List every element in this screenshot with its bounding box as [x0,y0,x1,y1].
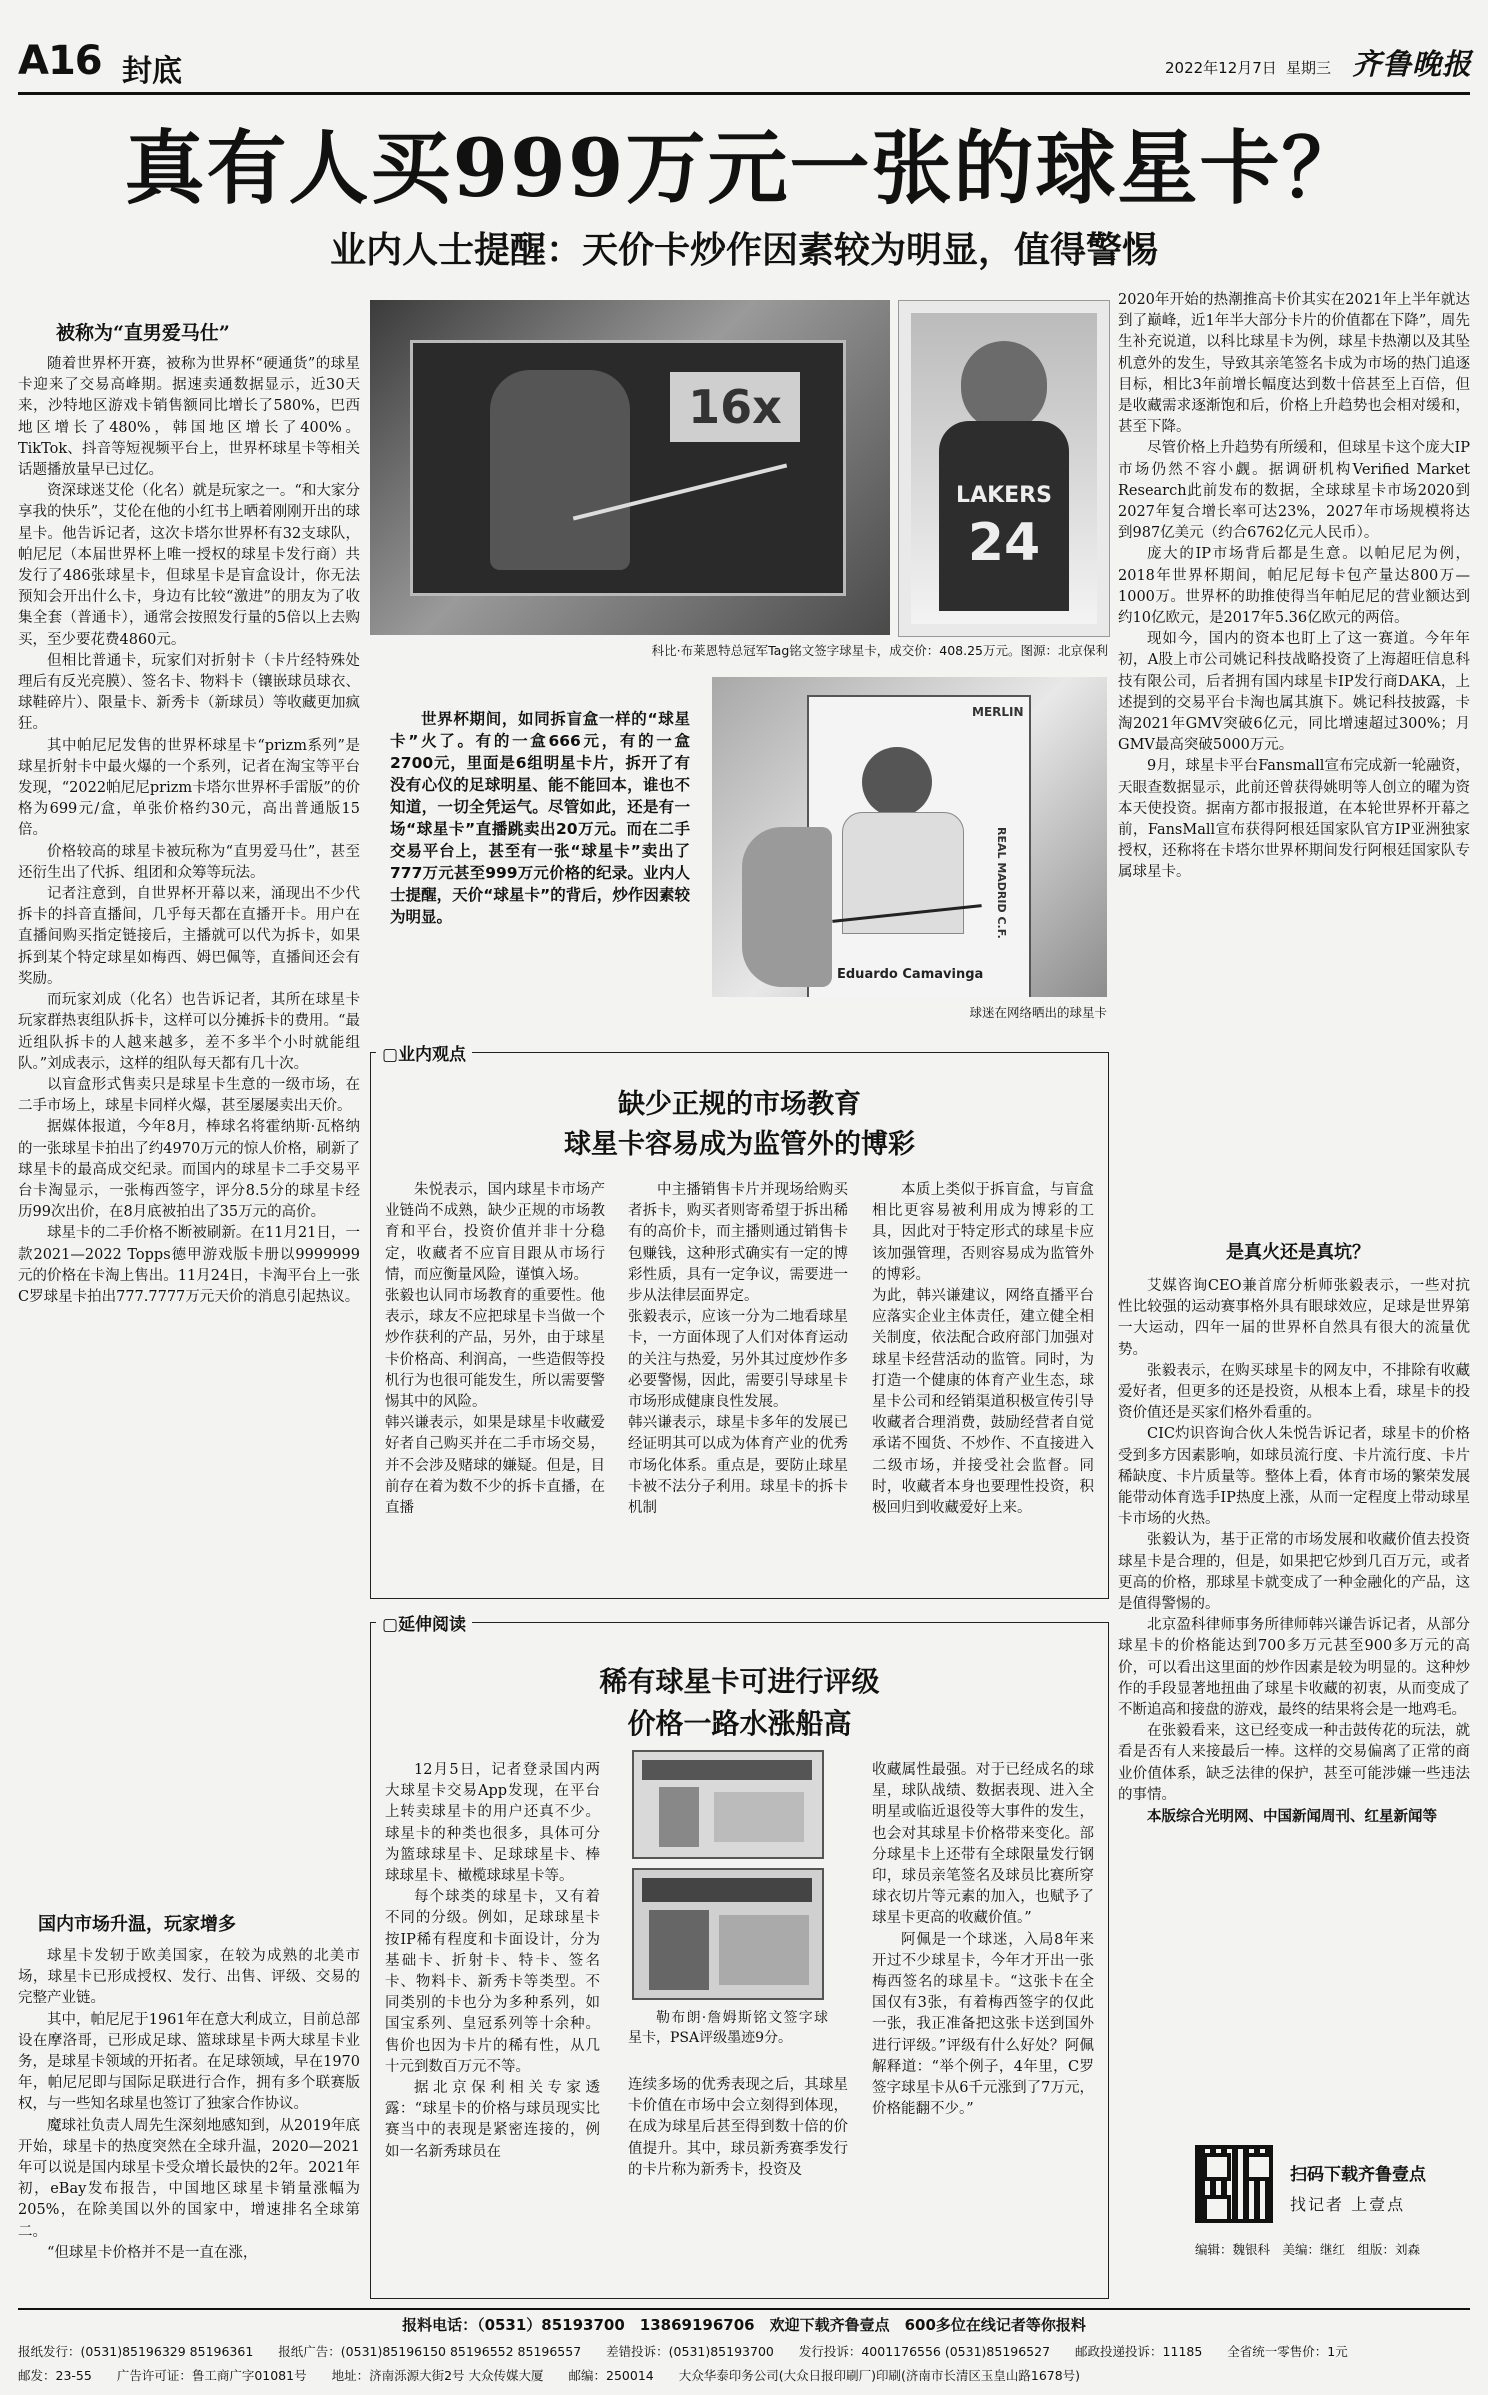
footer-hotline: 报料电话：（0531）85193700 13869196706 欢迎下载齐鲁壹点 600多位在线记者等你报料 [402,2316,1086,2334]
box2-column1 [385,1760,600,2288]
box1-title-line2: 球星卡容易成为监管外的博彩 [564,1129,915,1160]
paragraph: 阿佩是一个球迷，入局8年来开过不少球星卡，今年才开出一张梅西签名的球星卡。“这张卡在全国仅有3张，有着梅西签字的仅此一张，我正准备把这张卡送到国外进行评级。”评级有什么好处？阿佩解释道：“举个例子，4年里，C罗签字球星卡从6千元涨到了7万元，价格能翻不少。” [872,1931,1094,2118]
issue-date: 2022年12月7日 [1165,59,1277,77]
paragraph: 但相比普通卡，玩家们对折射卡（卡片经特殊处理后有反光亮膜）、签名卡、物料卡（镶嵌球员球衣、球鞋碎片）、限量卡、新秀卡（新球员）等收藏更加疯狂。 [18,652,360,733]
masthead-logo: 齐鲁晚报 [1352,47,1473,81]
paragraph: 尽管价格上升趋势有所缓和，但球星卡这个庞大IP市场仍然不容小觑。据调研机构Verified Market Research此前发布的数据，全球球星卡市场2020到2027年复合增长率可达23%，2027年市场规模将达到987亿美元（约合6762亿元人民币）。 [1118,440,1470,542]
paragraph: 价格较高的球星卡被玩称为“直男爱马仕”，甚至还衍生出了代拆、组团和众筹等玩法。 [18,843,360,881]
column5-subhead: 是真火还是真坑？ [1226,1242,1370,1263]
box2-column3 [872,1760,1094,2288]
paragraph: 收藏属性最强。对于已经成名的球星，球队战绩、数据表现、进入全明星或临近退役等大事件的发生，也会对其球星卡价格带来变化。部分球星卡上还带有全球限量发行钢印，球员亲笔签名及球员比赛所穿球衣切片等元素的加入，也赋予了球星卡更高的收藏价值。” [872,1762,1094,1927]
top-photo-caption: 科比·布莱恩特总冠军Tag铭文签字球星卡，成交价：408.25万元。图源：北京保利 [651,643,1108,658]
paragraph: 9月，球星卡平台Fansmall宣布完成新一轮融资，天眼查数据显示，此前还曾获得姚明等人创立的曜为资本天使投资。据南方都市报报道，在本轮世界杯开幕之前，FansMall宣布获得阿根廷国家队官方IP亚洲独家授权，还称将在卡塔尔世界杯期间发行阿根廷国家队专属球星卡。 [1118,758,1470,881]
box1-title-line1: 缺少正规的市场教育 [618,1089,861,1120]
paragraph: 球星卡发轫于欧美国家，在较为成熟的北美市场，球星卡已形成授权、发行、出售、评级、交易的完整产业链。 [18,1948,360,2007]
paragraph: 连续多场的优秀表现之后，其球星卡价值在市场中会立刻得到体现，在成为球星后甚至得到数十倍的价值提升。其中，球员新秀赛季发行的卡片称为新秀卡，投资及 [628,2077,848,2178]
header-rule [18,92,1470,95]
column1-body-top [18,354,360,1902]
industry-view-tag: ▢业内观点 [376,1040,472,1065]
paragraph: 其中帕尼尼发售的世界杯球星卡“prizm系列”是球星折射卡中最火爆的一个系列，记者在淘宝等平台发现，“2022帕尼尼prizm卡塔尔世界杯手雷版”的价格为699元/盒，单张价格约30元，高出普通版15倍。 [18,737,360,839]
tag-marker-icon: ▢ [382,1615,399,1635]
paragraph: 12月5日，记者登录国内两大球星卡交易App发现，在平台上转卖球星卡的用户还真不少。球星卡的种类也很多，具体可分为篮球球星卡、足球球星卡、棒球球星卡、橄榄球球星卡等。 [385,1762,600,1885]
box1-column2: 中主播销售卡片并现场给购买者拆卡，购买者则寄希望于拆出稀有的高价卡，而主播则通过销售卡包赚钱，这种形式确实有一定的博彩性质，具有一定争议，需要进一步从法律层面界定。 张毅表示，应该一分为二地看球星卡，一方面体现了人们对体育运动的关注与热爱，另外其过度炒作多必要警惕，因此，需要引导球星卡市场形成健康良性发展。 韩兴谦表示，球星卡多年的发展已经证明其可以成为体育产业的优秀市场化体系。重点是，要防止球星卡被不法分子利用。球星卡的拆卡机制 [628,1182,848,1517]
paragraph: 北京盈科律师事务所律师韩兴谦告诉记者，从部分球星卡的价格能达到700多万元甚至900多万元的高价，可以看出这里面的炒作因素是较为明显的。这种炒作的手段显著地扭曲了球星卡收藏的初衷，从而变成了不断追高和接盘的游戏，最终的结果将会是一地鸡毛。 [1118,1617,1470,1719]
headline-subtitle: 业内人士提醒：天价卡炒作因素较为明显，值得警惕 [329,230,1158,271]
paragraph: 球星卡的二手价格不断被刷新。在11月21日，一款2021—2022 Topps德甲游戏版卡册以9999999元的价格在卡淘上售出。11月24日，卡淘平台上一张C罗球星卡拍出777.7777万元天价的消息引起热议。 [18,1225,360,1305]
further-reading-tag: ▢延伸阅读 [376,1610,472,1635]
card-team: REAL MADRID C.F. [995,827,1008,939]
paragraph: 魔球社负责人周先生深刻地感知到，从2019年底开始，球星卡的热度突然在全球升温，2020—2021年可以说是国内球星卡受众增长最快的2年。2021年初，eBay发布报告，中国地区球星卡销量涨幅为205%，在除美国以外的国家中，增速排名全球第二。 [18,2117,360,2240]
paragraph: 本版综合光明网、中国新闻周刊、红星新闻等 [1147,1808,1437,1826]
graded-card-caption: 勒布朗·詹姆斯铭文签字球星卡，PSA评级墨迹9分。 [628,2010,828,2046]
tag-marker-icon: ▢ [382,1045,399,1065]
column1-subhead: 被称为“直男爱马仕” [56,322,230,344]
kobe-card-photo [370,300,890,635]
editors-credit: 编辑：魏银科 美编：继红 组版：刘森 [1195,2242,1421,2257]
box2-title-line2: 价格一路水涨船高 [627,1707,852,1740]
paragraph: 其中，帕尼尼于1961年在意大利成立，目前总部设在摩洛哥，已形成足球、篮球球星卡两大球星卡业务，是球星卡领域的开拓者。在足球领域，早在1970年，帕尼尼即与国际足联进行合作，拥有多个联赛版权，与一些知名球星也签订了独家合作协议。 [18,2011,360,2113]
jersey-team-text: LAKERS [956,483,1052,508]
box2-column2-bottom [628,2075,848,2290]
patch-16x: 16x [670,372,800,442]
paragraph: 随着世界杯开赛，被称为世界杯“硬通货”的球星卡迎来了交易高峰期。据速卖通数据显示，近30天来，沙特地区游戏卡销售额同比增长了580%，巴西地区增长了480%，韩国地区增长了400%。TikTok、抖音等短视频平台上，世界杯球星卡等相关话题播放量早已过亿。 [18,356,360,479]
paragraph: 张毅表示，在购买球星卡的网友中，不排除有收藏爱好者，但更多的还是投资，从根本上看，球星卡的投资价值还是买家们格外看重的。 [1118,1362,1470,1422]
paragraph: CIC灼识咨询合伙人朱悦告诉记者，球星卡的价格受到多方因素影响，如球员流行度、卡片流行度、卡片稀缺度、卡片质量等。整体上看，体育市场的繁荣发展能带动体育选手IP热度上涨，从而一定程度上带动球星卡市场的火热。 [1118,1426,1470,1528]
kobe-jersey-card-photo [898,300,1110,637]
graded-card-photo-1 [632,1750,824,1859]
box2-title-line1: 稀有球星卡可进行评级 [599,1665,880,1698]
graded-card-photo-2 [632,1868,824,2000]
column5-body-bottom [1118,1276,1470,2126]
qr-code[interactable] [1195,2145,1273,2223]
headline-title: 真有人买999万元一张的球星卡？ [124,121,1364,215]
footer-rule [18,2308,1470,2310]
photo2-caption: 球迷在网络晒出的球星卡 [969,1005,1107,1020]
paragraph: 2020年开始的热潮推高卡价其实在2021年上半年就达到了巅峰，近1年半大部分卡片的价值都在下降”，周先生补充说道，以科比球星卡为例，球星卡热潮以及其坠机意外的发生，导致其亲笔签名卡成为市场的热门追逐目标，相比3年前增长幅度达到数十倍甚至上百倍，但是收藏需求逐渐饱和后，价格上升趋势也会相对缓和，甚至下降。 [1118,292,1470,436]
column5-body-top [1118,290,1470,1194]
paragraph: 而玩家刘成（化名）也告诉记者，其所在球星卡玩家群热衷组队拆卡，这样可以分摊拆卡的费用。“最近组队拆卡的人越来越多，差不多半个小时就能组队。”刘成表示，这样的组队每天都有几十次。 [18,992,360,1072]
paragraph: 庞大的IP市场背后都是生意。以帕尼尼为例，2018年世界杯期间，帕尼尼每卡包产量达800万—1000万。世界杯的助推使得当年帕尼尼的营业额达到约10亿欧元，是2017年5.36亿欧元的两倍。 [1118,546,1470,627]
paragraph: 在张毅看来，这已经变成一种击鼓传花的玩法，就看是否有人来接最后一棒。这样的交易偏离了正常的商业价值体系，缺乏法律的保护，甚至可能涉嫌一些违法的事情。 [1118,1723,1470,1803]
paragraph: 现如今，国内的资本也盯上了这一赛道。今年年初，A股上市公司姚记科技战略投资了上海超旺信息科技有限公司，后者拥有国内球星卡IP发行商DAKA，上述提到的交易平台卡淘也属其旗下。姚记科技披露，卡淘2021年GMV突破6亿元，同比增速超过300%；月GMV最高突破5000万元。 [1118,631,1470,754]
paragraph: 记者注意到，自世界杯开幕以来，涌现出不少代拆卡的抖音直播间，几乎每天都在直播开卡。用户在直播间购买指定链接后，主播就可以代为拆卡，如果拆到某个特定球星如梅西、姆巴佩等，直播间还会有奖励。 [18,886,360,987]
paragraph: 每个球类的球星卡，又有着不同的分级。例如，足球球星卡按IP稀有程度和卡面设计，分为基础卡、折射卡、特卡、签名卡、物料卡、新秀卡等类型。不同类别的卡也分为多种系列，如国宝系列、皇冠系列等十余种。售价也因为卡片的稀有性，从几十元到数百万元不等。 [385,1889,600,2075]
footer-address: 邮发：23-55 广告许可证：鲁工商广字01081号 地址：济南泺源大街2号 大众传媒大厦 邮编：250014 大众华泰印务公司(大众日报印刷厂)印刷(济南市长清区玉皇山路1678号) [18,2368,1081,2383]
paragraph: 据北京保利相关专家透露：“球星卡的价格与球员现实比赛当中的表现是紧密连接的，例如一名新秀球员在 [385,2080,600,2160]
card-player-name: Eduardo Camavinga [837,967,984,982]
card-brand: MERLIN [972,705,1024,719]
camavinga-card-photo [712,677,1107,997]
paragraph: 以盲盒形式售卖只是球星卡生意的一级市场，在二手市场上，球星卡同样火爆，甚至屡屡卖出天价。 [18,1076,360,1115]
box1-column3: 本质上类似于拆盲盒，与盲盒相比更容易被利用成为博彩的工具，因此对于特定形式的球星卡应该加强管理，否则容易成为监管外的博彩。 为此，韩兴谦建议，网络直播平台应落实企业主体责任，建立健全相关制度，依法配合政府部门加强对球星卡经营活动的监管。同时，为打造一个健康的体育产业生态，球星卡公司和经销渠道积极宣传引导收藏者合理消费，鼓励经营者自觉承诺不囤货、不炒作、不直接进入二级市场，并接受社会监督。同时，收藏者本身也要理性投资，积极回归到收藏爱好上来。 [872,1182,1094,1517]
qr-text-reporter: 找记者 上壹点 [1290,2195,1406,2214]
paragraph: “但球星卡价格并不是一直在涨， [47,2244,258,2261]
qr-text-download: 扫码下载齐鲁壹点 [1290,2165,1426,2185]
paragraph: 艾媒咨询CEO兼首席分析师张毅表示，一些对抗性比较强的运动赛事格外具有眼球效应，足球是世界第一大运动，四年一届的世界杯自然具有很大的流量优势。 [1118,1278,1470,1358]
issue-weekday: 星期三 [1286,59,1332,77]
column1-subhead-2: 国内市场升温，玩家增多 [38,1914,236,1935]
paragraph: 张毅认为，基于正常的市场发展和收藏价值去投资球星卡是合理的，但是，如果把它炒到几百万元，或者更高的价格，那球星卡就变成了一种金融化的产品，这是值得警惕的。 [1118,1532,1470,1613]
jersey-number: 24 [967,513,1041,573]
intro-text: 世界杯期间，如同拆盲盒一样的“球星卡”火了。有的一盒666元，有的一盒2700元，里面是6组明星卡片，拆开了有没有心仪的足球明星、能不能回本，谁也不知道，一切全凭运气。尽管如此，还是有一场“球星卡”直播跳卖出20万元。而在二手交易平台上，甚至有一张“球星卡”卖出了777万元甚至999万元价格的纪录。业内人士提醒，天价“球星卡”的背后，炒作因素较为明显。 [390,710,690,926]
section-name: 封底 [122,54,182,89]
box1-column1: 朱悦表示，国内球星卡市场产业链尚不成熟，缺少正规的市场教育和平台，投资价值并非十分稳定，收藏者不应盲目跟从市场行情，而应衡量风险，谨慎入场。 张毅也认同市场教育的重要性。他表示，球友不应把球星卡当做一个炒作获利的产品，另外，由于球星卡价格高、利润高，一些造假等投机行为也很可能发生，所以需要警惕其中的风险。 韩兴谦表示，如果是球星卡收藏爱好者自己购买并在二手市场交易，并不会涉及赌球的嫌疑。但是，目前存在着为数不少的拆卡直播，在直播 [385,1182,605,1517]
paragraph: 资深球迷艾伦（化名）就是玩家之一。“和大家分享我的快乐”，艾伦在他的小红书上晒着刚刚开出的球星卡。他告诉记者，这次卡塔尔世界杯有32支球队，帕尼尼（本届世界杯上唯一授权的球星卡发行商）共发行了486张球星卡，但球星卡是盲盒设计，你无法预知会开出什么卡，身边有比较“激进”的朋友为了收集全套（普通卡），通常会按照发行量的5倍以上去购买，至少要花费4860元。 [18,483,360,648]
paragraph: 据媒体报道，今年8月，棒球名将霍纳斯·瓦格纳的一张球星卡拍出了约4970万元的惊人价格，刷新了球星卡的最高成交纪录。而国内的球星卡二手交易平台卡淘显示，一张梅西签字，评分8.5分的球星卡经历99次出价，在8月底被拍出了35万元的高价。 [18,1119,360,1221]
page-number: A16 [18,38,102,84]
column1-body-bottom [18,1946,360,2298]
footer-contacts: 报纸发行：(0531)85196329 85196361 报纸广告：(0531)85196150 85196552 85196557 差错投诉：(0531)85193700 发行投诉：4001176556 (0531)85196527 邮政投递投诉：11185 全省统一零售价：1元 [18,2344,1348,2359]
